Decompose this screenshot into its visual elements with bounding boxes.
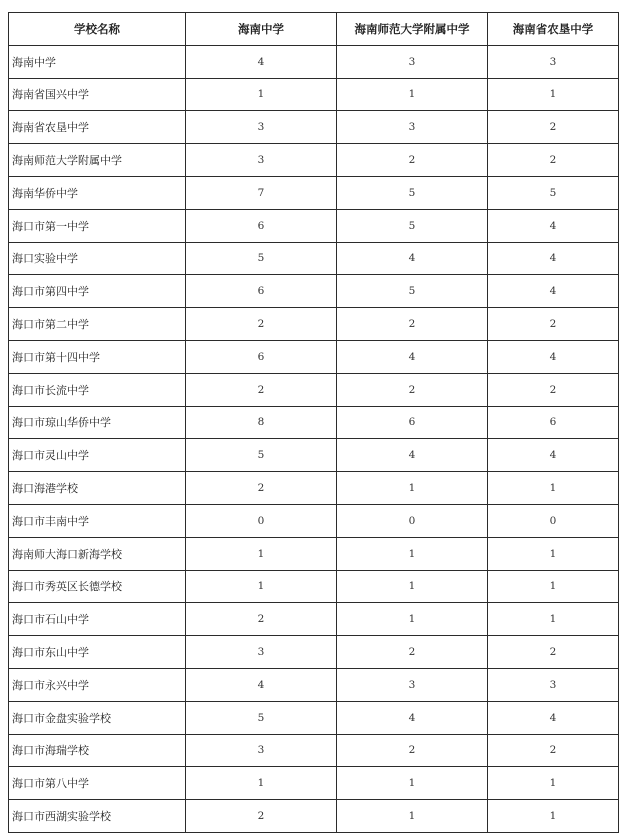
table-row xyxy=(9,537,619,570)
value-cell: 1 xyxy=(488,800,619,833)
value-cell: 2 xyxy=(337,308,488,341)
value-cell: 1 xyxy=(337,603,488,636)
value-cell: 2 xyxy=(337,734,488,767)
value-cell: 3 xyxy=(488,668,619,701)
school-name-cell: 海口市第四中学 xyxy=(9,275,186,308)
school-quota-table xyxy=(8,12,619,833)
school-name-cell: 海南省国兴中学 xyxy=(9,78,186,111)
school-name-cell: 海口市海瑞学校 xyxy=(9,734,186,767)
table-row xyxy=(9,275,619,308)
value-cell: 3 xyxy=(488,45,619,78)
value-cell: 4 xyxy=(488,275,619,308)
value-cell: 2 xyxy=(337,144,488,177)
value-cell: 2 xyxy=(488,111,619,144)
value-cell: 4 xyxy=(488,340,619,373)
school-name-cell: 海口市东山中学 xyxy=(9,636,186,669)
value-cell: 5 xyxy=(186,701,337,734)
value-cell: 4 xyxy=(337,340,488,373)
school-name-cell: 海口市第二中学 xyxy=(9,308,186,341)
table-row xyxy=(9,603,619,636)
table-row xyxy=(9,209,619,242)
value-cell: 0 xyxy=(186,504,337,537)
value-cell: 3 xyxy=(186,734,337,767)
value-cell: 1 xyxy=(337,800,488,833)
value-cell: 2 xyxy=(488,308,619,341)
table-row xyxy=(9,570,619,603)
school-name-cell: 海口市西湖实验学校 xyxy=(9,800,186,833)
value-cell: 6 xyxy=(337,406,488,439)
value-cell: 5 xyxy=(488,176,619,209)
value-cell: 1 xyxy=(488,603,619,636)
value-cell: 1 xyxy=(488,472,619,505)
school-name-cell: 海南省农垦中学 xyxy=(9,111,186,144)
value-cell: 1 xyxy=(186,537,337,570)
header-hainan-middle-school: 海南中学 xyxy=(186,13,337,46)
value-cell: 1 xyxy=(337,570,488,603)
table-row xyxy=(9,504,619,537)
value-cell: 1 xyxy=(337,537,488,570)
value-cell: 1 xyxy=(488,767,619,800)
header-row xyxy=(9,13,619,46)
table-row xyxy=(9,144,619,177)
value-cell: 4 xyxy=(186,668,337,701)
school-name-cell: 海口市永兴中学 xyxy=(9,668,186,701)
value-cell: 6 xyxy=(186,209,337,242)
value-cell: 2 xyxy=(186,603,337,636)
value-cell: 2 xyxy=(186,800,337,833)
value-cell: 1 xyxy=(337,767,488,800)
value-cell: 3 xyxy=(186,144,337,177)
school-name-cell: 海口市灵山中学 xyxy=(9,439,186,472)
school-name-cell: 海口市琼山华侨中学 xyxy=(9,406,186,439)
value-cell: 2 xyxy=(488,373,619,406)
school-name-cell: 海口市石山中学 xyxy=(9,603,186,636)
school-name-cell: 海口市秀英区长德学校 xyxy=(9,570,186,603)
value-cell: 3 xyxy=(186,636,337,669)
table-row xyxy=(9,242,619,275)
value-cell: 5 xyxy=(337,209,488,242)
school-name-cell: 海口市第八中学 xyxy=(9,767,186,800)
table-row xyxy=(9,734,619,767)
value-cell: 5 xyxy=(186,242,337,275)
school-name-cell: 海南中学 xyxy=(9,45,186,78)
table-row xyxy=(9,45,619,78)
table-row xyxy=(9,701,619,734)
value-cell: 2 xyxy=(337,373,488,406)
value-cell: 6 xyxy=(488,406,619,439)
value-cell: 1 xyxy=(337,78,488,111)
value-cell: 2 xyxy=(488,144,619,177)
value-cell: 1 xyxy=(488,570,619,603)
school-name-cell: 海口市第十四中学 xyxy=(9,340,186,373)
value-cell: 7 xyxy=(186,176,337,209)
value-cell: 1 xyxy=(488,78,619,111)
table-row xyxy=(9,340,619,373)
value-cell: 1 xyxy=(488,537,619,570)
value-cell: 2 xyxy=(186,472,337,505)
value-cell: 2 xyxy=(337,636,488,669)
value-cell: 1 xyxy=(186,78,337,111)
school-name-cell: 海口市第一中学 xyxy=(9,209,186,242)
value-cell: 3 xyxy=(186,111,337,144)
value-cell: 8 xyxy=(186,406,337,439)
value-cell: 4 xyxy=(488,439,619,472)
school-name-cell: 海口市金盘实验学校 xyxy=(9,701,186,734)
value-cell: 1 xyxy=(337,472,488,505)
school-name-cell: 海口海港学校 xyxy=(9,472,186,505)
table-row xyxy=(9,406,619,439)
value-cell: 5 xyxy=(337,275,488,308)
table-row xyxy=(9,472,619,505)
table-row xyxy=(9,308,619,341)
school-name-cell: 海口市丰南中学 xyxy=(9,504,186,537)
value-cell: 3 xyxy=(337,45,488,78)
value-cell: 4 xyxy=(488,209,619,242)
table-row xyxy=(9,373,619,406)
table-row xyxy=(9,176,619,209)
school-name-cell: 海南师范大学附属中学 xyxy=(9,144,186,177)
value-cell: 5 xyxy=(337,176,488,209)
value-cell: 2 xyxy=(186,308,337,341)
value-cell: 4 xyxy=(337,701,488,734)
value-cell: 3 xyxy=(337,111,488,144)
value-cell: 5 xyxy=(186,439,337,472)
table-row xyxy=(9,78,619,111)
value-cell: 4 xyxy=(337,439,488,472)
value-cell: 2 xyxy=(186,373,337,406)
header-normal-univ-affiliated: 海南师范大学附属中学 xyxy=(337,13,488,46)
school-name-cell: 海口实验中学 xyxy=(9,242,186,275)
table-row xyxy=(9,668,619,701)
table-row xyxy=(9,439,619,472)
school-name-cell: 海口市长流中学 xyxy=(9,373,186,406)
value-cell: 4 xyxy=(186,45,337,78)
table-row xyxy=(9,636,619,669)
value-cell: 3 xyxy=(337,668,488,701)
table-row xyxy=(9,111,619,144)
value-cell: 1 xyxy=(186,767,337,800)
header-school-name: 学校名称 xyxy=(9,13,186,46)
value-cell: 2 xyxy=(488,636,619,669)
table-row xyxy=(9,767,619,800)
value-cell: 0 xyxy=(337,504,488,537)
value-cell: 1 xyxy=(186,570,337,603)
value-cell: 6 xyxy=(186,275,337,308)
value-cell: 4 xyxy=(488,701,619,734)
table-header xyxy=(9,13,619,46)
header-nongken-middle-school: 海南省农垦中学 xyxy=(488,13,619,46)
table-row xyxy=(9,800,619,833)
value-cell: 4 xyxy=(488,242,619,275)
value-cell: 6 xyxy=(186,340,337,373)
value-cell: 4 xyxy=(337,242,488,275)
school-name-cell: 海南师大海口新海学校 xyxy=(9,537,186,570)
school-name-cell: 海南华侨中学 xyxy=(9,176,186,209)
value-cell: 2 xyxy=(488,734,619,767)
value-cell: 0 xyxy=(488,504,619,537)
table-body xyxy=(9,45,619,832)
